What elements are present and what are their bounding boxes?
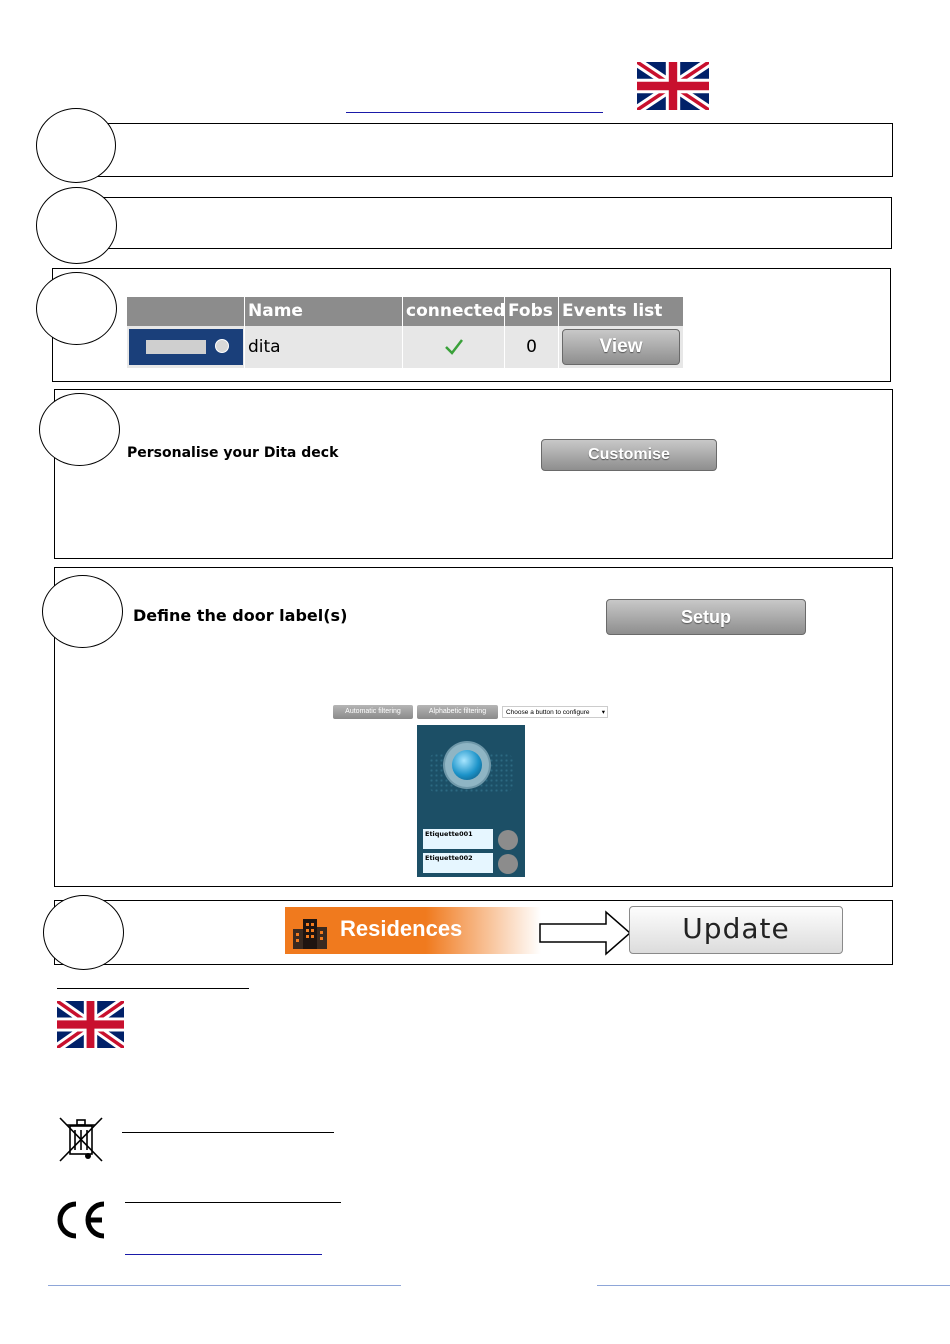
device-table — [127, 297, 683, 368]
section-4-box — [54, 389, 893, 559]
footer-line-left — [48, 1285, 401, 1286]
residences-banner[interactable] — [285, 907, 541, 954]
ce-text-underline — [125, 1202, 341, 1203]
configure-select-value: Choose a button to configure — [506, 709, 590, 716]
personalise-text: Personalise your Dita deck — [127, 445, 339, 461]
step-6-circle — [43, 895, 124, 970]
weee-text-underline — [122, 1132, 334, 1133]
automatic-filtering-button[interactable]: Automatic filtering — [333, 705, 413, 719]
separator-line — [57, 988, 249, 989]
view-events-button[interactable]: View — [562, 329, 680, 365]
connected-cell — [403, 326, 505, 368]
update-label: Update — [682, 912, 790, 945]
label-slot-2 — [423, 853, 493, 873]
arrow-right-icon — [538, 910, 632, 956]
footer-line-right — [597, 1285, 950, 1286]
table-header-events: Events list — [559, 297, 683, 326]
header-link-underline[interactable] — [346, 112, 603, 113]
checkmark-icon — [444, 338, 464, 356]
table-header-connected: connected — [403, 297, 505, 326]
step-2-circle — [36, 187, 117, 264]
table-header-name: Name — [245, 297, 403, 326]
building-icon — [291, 915, 331, 949]
deck-preview-panel — [417, 725, 525, 877]
setup-button[interactable]: Setup — [606, 599, 806, 635]
camera-icon — [445, 743, 489, 787]
ce-mark-icon — [52, 1200, 108, 1240]
label-1-text: Etiquette001 — [425, 830, 473, 838]
uk-flag-icon — [637, 62, 709, 110]
step-5-circle — [42, 575, 123, 648]
ce-link-underline[interactable] — [125, 1254, 322, 1255]
weee-bin-icon — [56, 1114, 106, 1164]
update-button[interactable] — [629, 906, 843, 954]
device-name: dita — [245, 326, 403, 368]
deck-thumbnail — [127, 326, 245, 368]
call-button-2[interactable] — [498, 854, 518, 874]
table-header-fobs: Fobs — [505, 297, 559, 326]
alphabetic-filtering-button[interactable]: Alphabetic filtering — [417, 705, 498, 719]
door-label-text: Define the door label(s) — [133, 606, 348, 625]
section-2-box — [92, 197, 892, 249]
table-header-blank — [127, 297, 245, 326]
configure-select[interactable] — [502, 706, 608, 718]
customise-button[interactable]: Customise — [541, 439, 717, 471]
step-4-circle — [39, 393, 120, 466]
uk-flag-icon — [57, 1001, 124, 1048]
fobs-count: 0 — [505, 326, 559, 368]
label-slot-1 — [423, 829, 493, 849]
residences-label: Residences — [340, 916, 463, 941]
step-3-circle — [36, 272, 117, 345]
section-1-box — [92, 123, 893, 177]
label-2-text: Etiquette002 — [425, 854, 473, 862]
call-button-1[interactable] — [498, 830, 518, 850]
step-1-circle — [36, 108, 116, 183]
chevron-down-icon: ▾ — [601, 709, 605, 716]
